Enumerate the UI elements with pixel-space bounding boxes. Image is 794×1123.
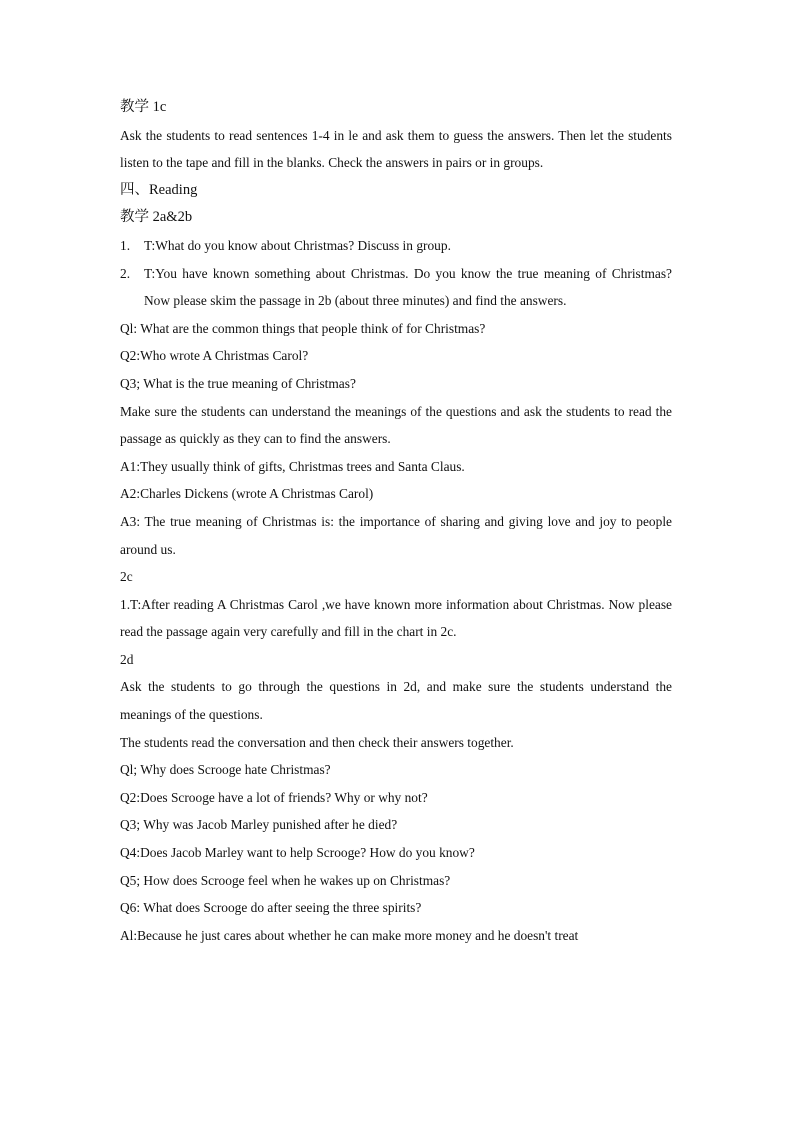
section-heading-2c: 2c bbox=[120, 569, 133, 585]
answer-a3: A3: The true meaning of Christmas is: the importance of sharing and giving love and joy to people around us. bbox=[120, 513, 672, 557]
list-item-number: 1. bbox=[120, 237, 131, 253]
question-2d-q6: Q6: What does Scrooge do after seeing the three spirits? bbox=[120, 900, 422, 916]
answer-2d-a1: Al:Because he just cares about whether he can make more money and he doesn't treat bbox=[120, 927, 579, 943]
paragraph-2d-check: The students read the conversation and then check their answers together. bbox=[120, 734, 514, 750]
paragraph-2d-instructions: Ask the students to go through the questions in 2d, and make sure the students understand the meanings of the questions. bbox=[120, 679, 672, 723]
document-page bbox=[120, 94, 672, 949]
list-item-text: T:What do you know about Christmas? Discuss in group. bbox=[144, 237, 451, 253]
section-heading-1c: 教学 1c bbox=[120, 99, 167, 115]
paragraph-1c-instructions: Ask the students to read sentences 1-4 in le and ask them to guess the answers. Then let the students listen to the tape and fill in the blanks. Check the answers in pairs or in groups. bbox=[120, 127, 672, 171]
section-heading-reading: 四、Reading bbox=[120, 181, 198, 198]
question-2d-q5: Q5; How does Scrooge feel when he wakes up on Christmas? bbox=[120, 872, 451, 888]
list-item bbox=[120, 232, 672, 260]
question-2d-q3: Q3; Why was Jacob Marley punished after he died? bbox=[120, 817, 398, 833]
answer-a2: A2:Charles Dickens (wrote A Christmas Carol) bbox=[120, 486, 374, 502]
subheading-2a-2b: 教学 2a&2b bbox=[120, 209, 193, 226]
paragraph-2c-instructions: 1.T:After reading A Christmas Carol ,we have known more information about Christmas. Now please read the passage again very carefully and fill in the chart in 2c. bbox=[120, 596, 672, 640]
question-2d-q4: Q4:Does Jacob Marley want to help Scrooge? How do you know? bbox=[120, 845, 475, 861]
question-2d-q2: Q2:Does Scrooge have a lot of friends? Why or why not? bbox=[120, 789, 428, 805]
question-q2: Q2:Who wrote A Christmas Carol? bbox=[120, 348, 309, 364]
answer-a1: A1:They usually think of gifts, Christmas trees and Santa Claus. bbox=[120, 458, 465, 474]
list-item bbox=[120, 260, 672, 315]
list-item-text: T:You have known something about Christmas. Do you know the true meaning of Christmas? Now please skim the passage in 2b (about three minutes) and find the answers. bbox=[144, 265, 672, 309]
section-heading-2d: 2d bbox=[120, 651, 134, 667]
question-q3: Q3; What is the true meaning of Christmas? bbox=[120, 375, 356, 391]
question-2d-q1: Ql; Why does Scrooge hate Christmas? bbox=[120, 762, 331, 778]
question-q1: Ql: What are the common things that people think of for Christmas? bbox=[120, 320, 486, 336]
list-item-number: 2. bbox=[120, 265, 131, 281]
paragraph-make-sure: Make sure the students can understand the meanings of the questions and ask the students to read the passage as quickly as they can to find the answers. bbox=[120, 403, 672, 447]
